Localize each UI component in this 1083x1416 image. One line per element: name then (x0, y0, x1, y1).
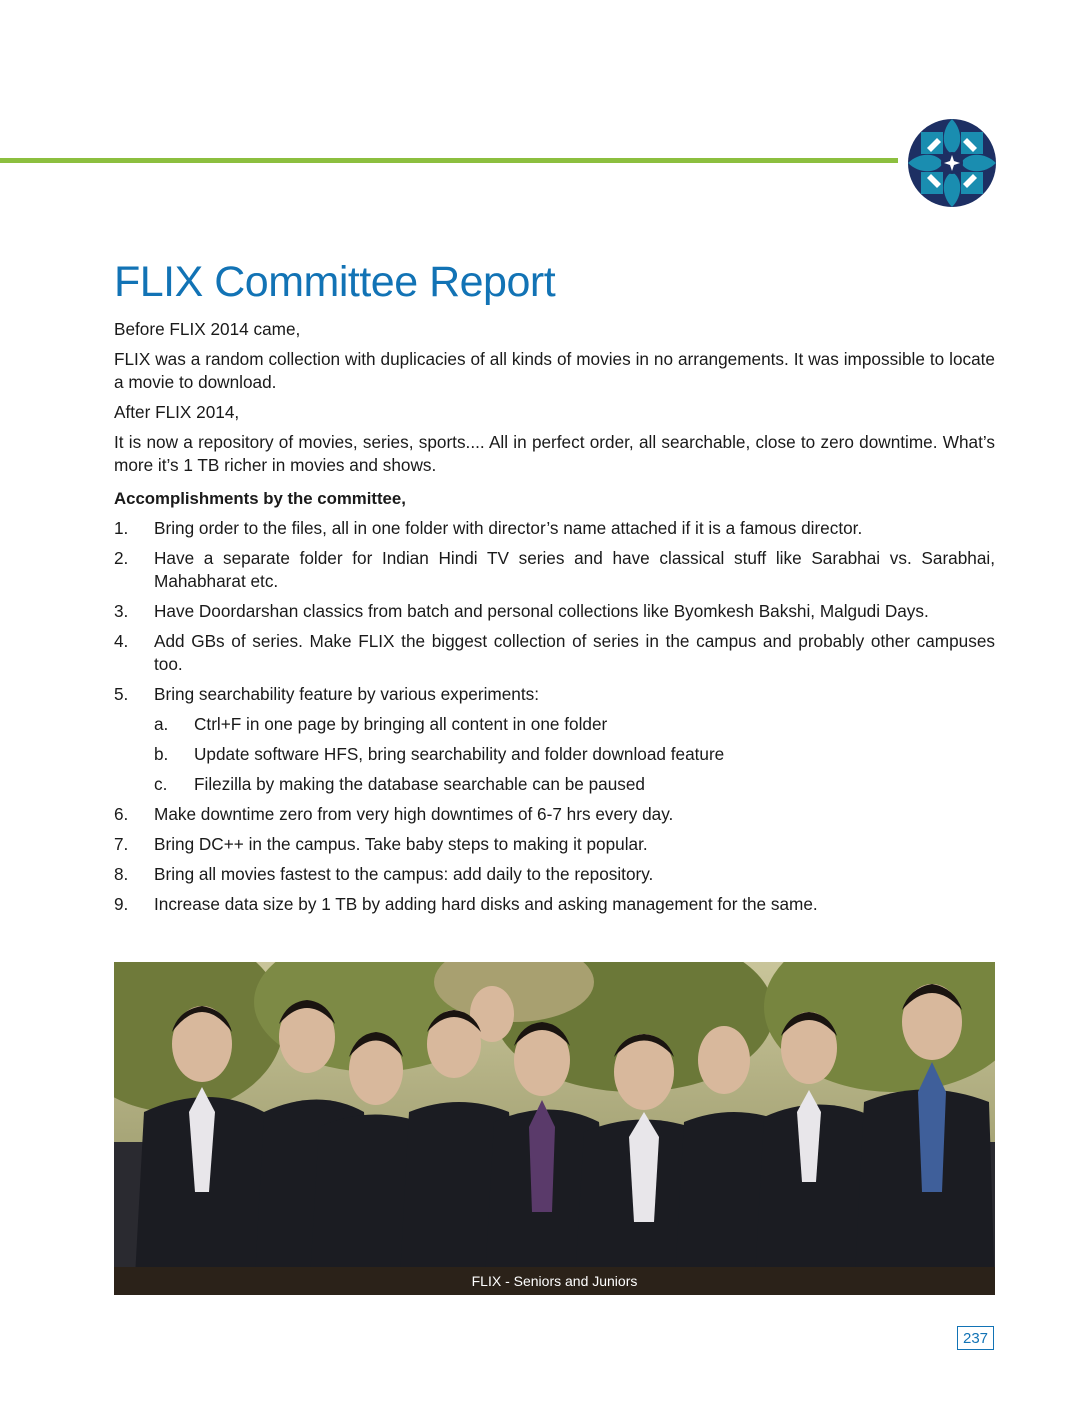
item-text: Have Doordarshan classics from batch and personal collections like Byomkesh Bakshi, Malgudi Days. (154, 601, 929, 621)
item-number: 3. (114, 601, 129, 621)
list-item (114, 600, 995, 623)
page-title: FLIX Committee Report (114, 258, 556, 306)
item-text: Bring DC++ in the campus. Take baby steps to making it popular. (154, 834, 648, 854)
list-item (114, 683, 995, 796)
item-number: 5. (114, 684, 129, 704)
list-item (114, 517, 995, 540)
sub-item-text: Update software HFS, bring searchability and folder download feature (194, 744, 725, 764)
photo-caption: FLIX - Seniors and Juniors (114, 1267, 995, 1295)
sub-item-letter: a. (154, 714, 169, 734)
item-number: 6. (114, 804, 129, 824)
sub-list (154, 713, 995, 796)
intro-paragraph: After FLIX 2014, (114, 402, 240, 422)
intro-paragraph: It is now a repository of movies, series, sports.... All in perfect order, all searchable, close to zero downtime. What’s more it’s 1 TB richer in movies and shows. (114, 432, 995, 475)
item-number: 8. (114, 864, 129, 884)
item-number: 2. (114, 548, 129, 568)
item-number: 7. (114, 834, 129, 854)
sub-list-item (154, 773, 995, 796)
item-text: Bring all movies fastest to the campus: add daily to the repository. (154, 864, 654, 884)
item-text: Make downtime zero from very high downtimes of 6-7 hrs every day. (154, 804, 674, 824)
list-item (114, 803, 995, 826)
item-number: 9. (114, 894, 129, 914)
page-number: 237 (957, 1326, 994, 1350)
sub-item-letter: c. (154, 774, 168, 794)
item-text: Bring searchability feature by various experiments: (154, 684, 539, 704)
list-item (114, 547, 995, 593)
sub-item-letter: b. (154, 744, 169, 764)
item-text: Add GBs of series. Make FLIX the biggest collection of series in the campus and probably other campuses too. (154, 631, 995, 674)
list-item (114, 630, 995, 676)
intro-paragraph: Before FLIX 2014 came, (114, 319, 301, 339)
sub-list-item (154, 713, 995, 736)
item-text: Bring order to the files, all in one folder with director’s name attached if it is a famous director. (154, 518, 863, 538)
report-body (114, 318, 995, 923)
sub-list-item (154, 743, 995, 766)
list-item (114, 833, 995, 856)
sub-item-text: Filezilla by making the database searchable can be paused (194, 774, 645, 794)
item-text: Increase data size by 1 TB by adding hard disks and asking management for the same. (154, 894, 818, 914)
intro-paragraph: FLIX was a random collection with duplicacies of all kinds of movies in no arrangements. It was impossible to locate a movie to download. (114, 349, 995, 392)
group-photo-image (114, 962, 995, 1295)
list-item (114, 893, 995, 916)
item-number: 4. (114, 631, 129, 651)
accomplishments-heading: Accomplishments by the committee, (114, 489, 406, 508)
sub-item-text: Ctrl+F in one page by bringing all content in one folder (194, 714, 608, 734)
header-rule (0, 158, 898, 163)
item-text: Have a separate folder for Indian Hindi TV series and have classical stuff like Sarabhai vs. Sarabhai, Mahabharat etc. (154, 548, 995, 591)
institute-emblem-icon (907, 118, 997, 208)
accomplishments-list (114, 517, 995, 916)
list-item (114, 863, 995, 886)
group-photo (114, 962, 995, 1295)
item-number: 1. (114, 518, 129, 538)
